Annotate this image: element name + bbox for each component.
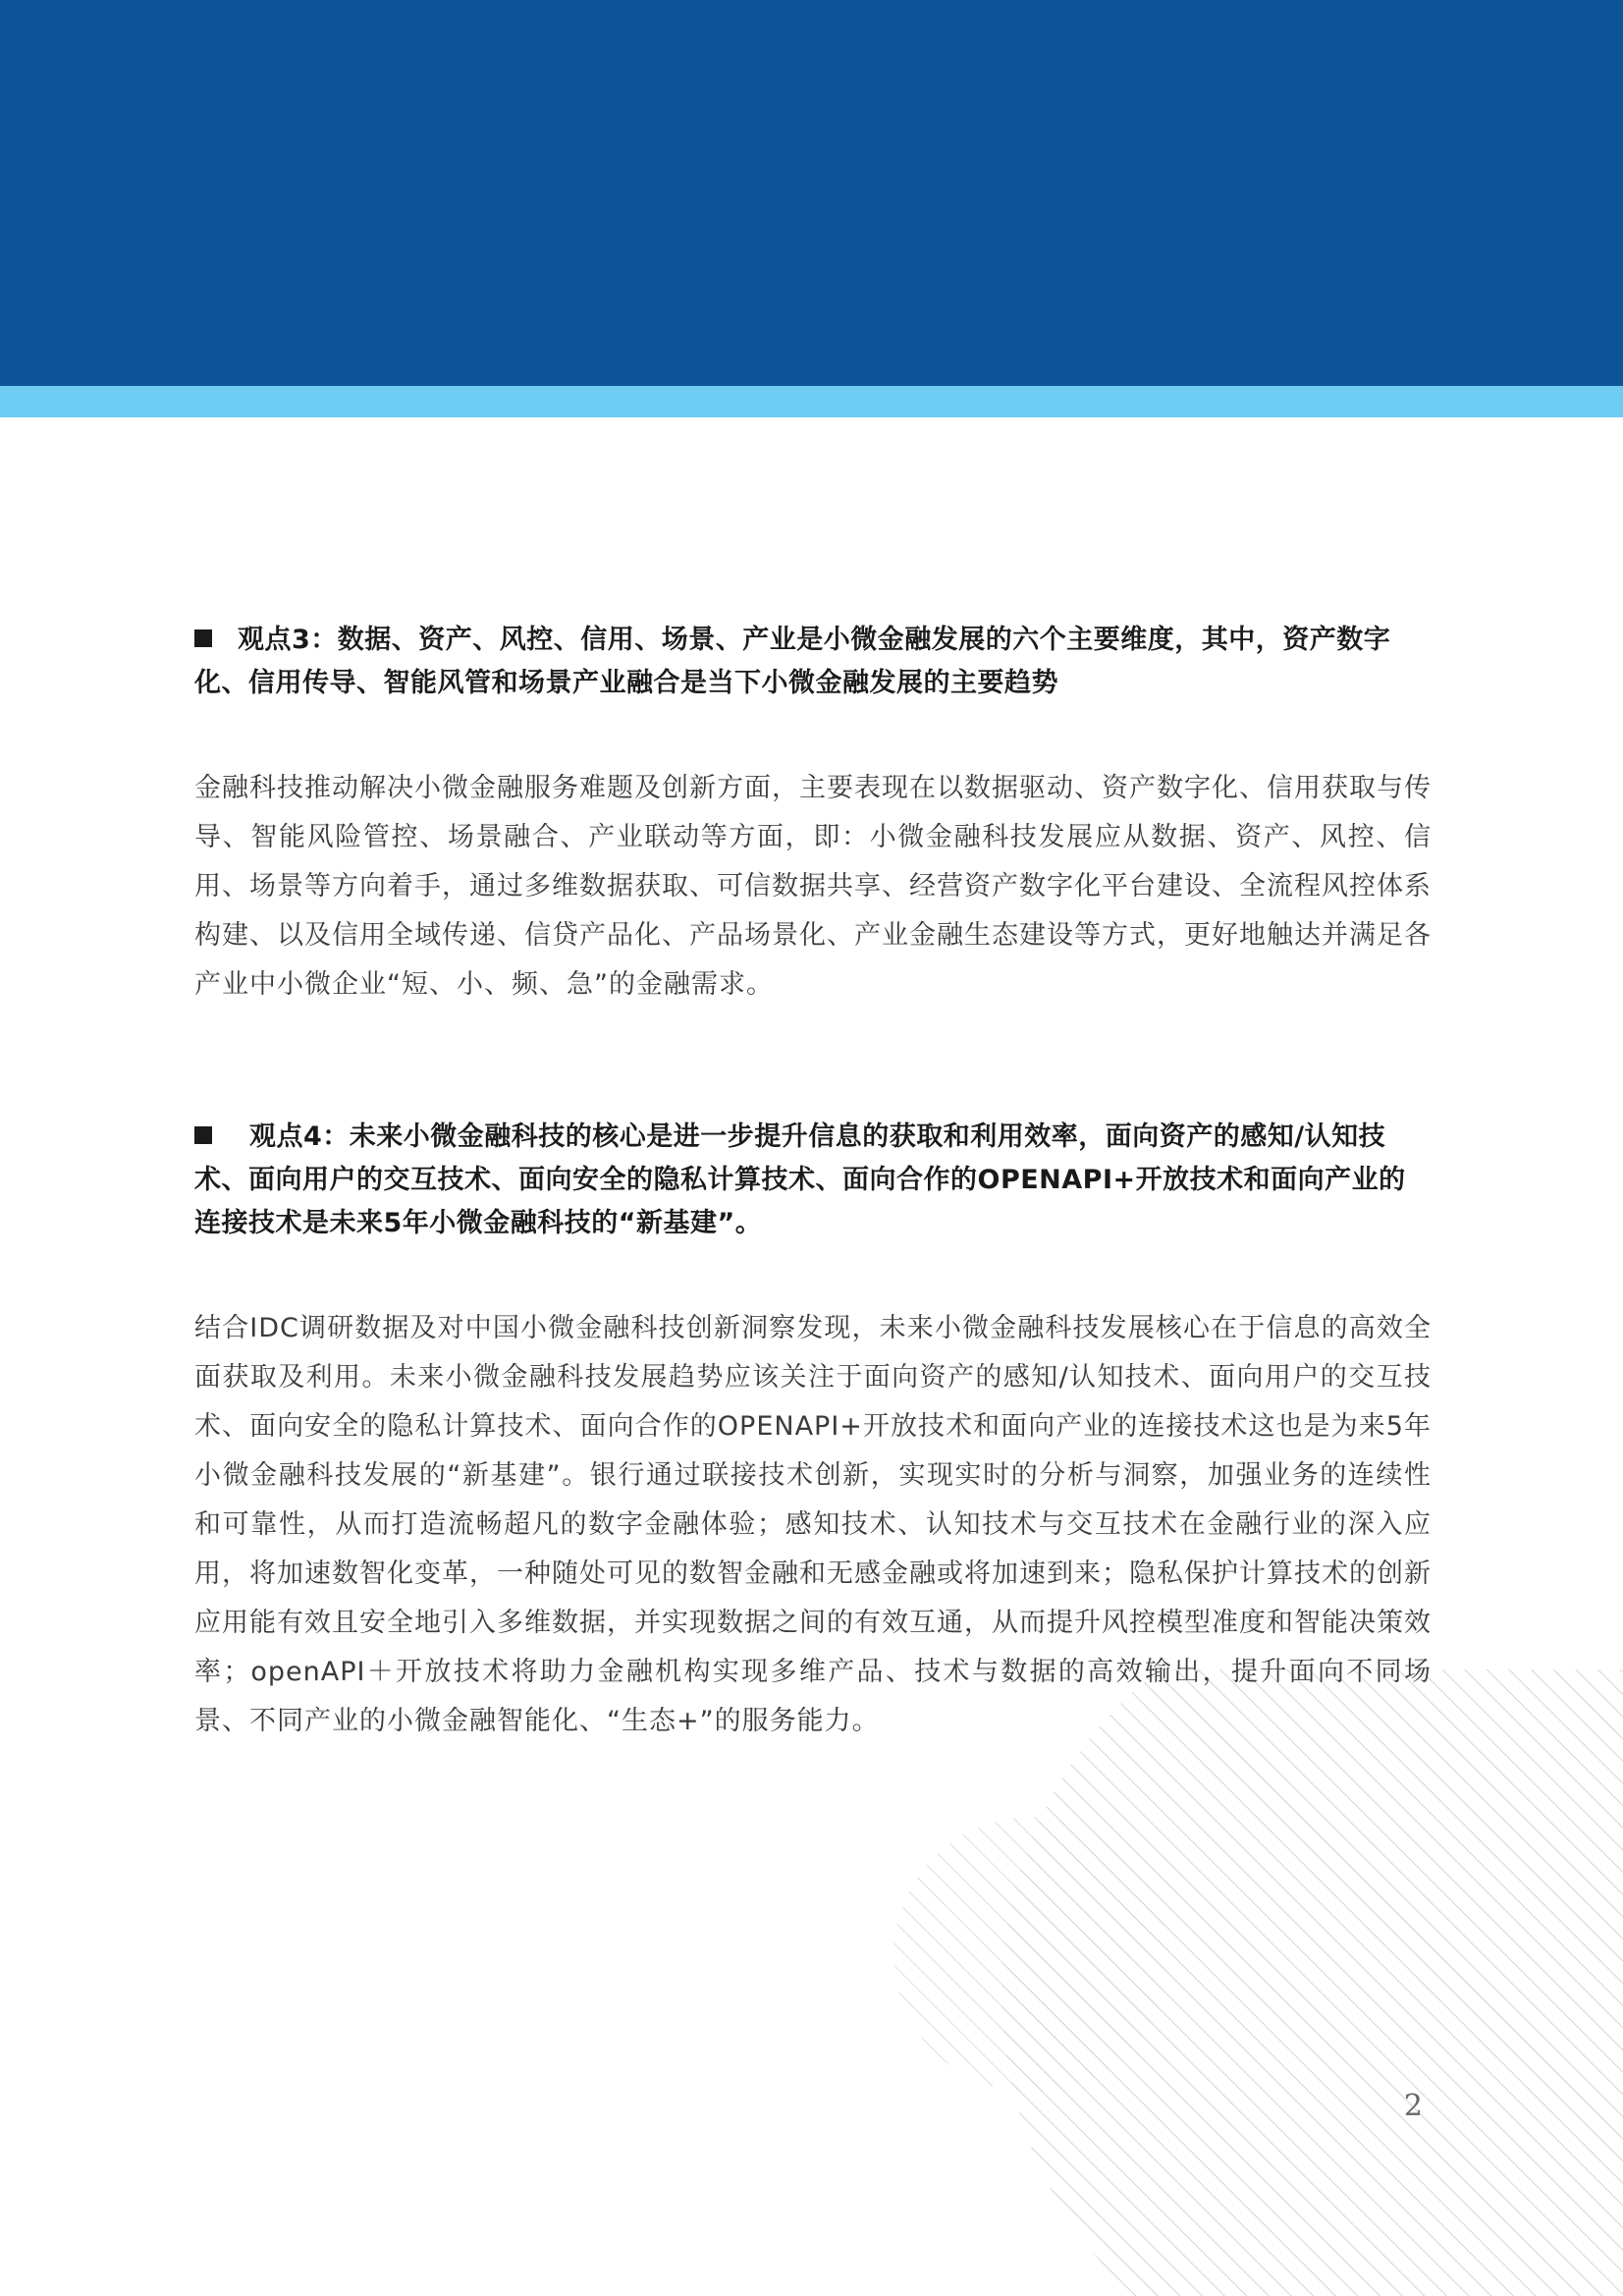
hatched-circle-small: [893, 1817, 1168, 2092]
viewpoint-4-paragraph: 结合IDC调研数据及对中国小微金融科技创新洞察发现，未来小微金融科技发展核心在于信息的高效全面获取及利用。未来小微金融科技发展趋势应该关注于面向资产的感知/认知技术、面向用户的交互技术、面向安全的隐私计算技术、面向合作的OPENAPI+开放技术和面向产业的连接技术这也是为来5年小微金融科技发展的“新基建”。银行通过联接技术创新，实现实时的分析与洞察，加强业务的连续性和可靠性，从而打造流畅超凡的数字金融体验；感知技术、认知技术与交互技术在金融行业的深入应用，将加速数智化变革，一种随处可见的数智金融和无感金融或将加速到来；隐私保护计算技术的创新应用能有效且安全地引入多维数据，并实现数据之间的有效互通，从而提升风控模型准度和智能决策效率；openAPI＋开放技术将助力金融机构实现多维产品、技术与数据的高效输出，提升面向不同场景、不同产业的小微金融智能化、“生态+”的服务能力。: [194, 1313, 1432, 1736]
header-accent-stripe: [0, 386, 1623, 417]
viewpoint-3-heading: [194, 619, 1432, 705]
square-bullet-icon: [194, 629, 212, 647]
decorative-hatched-circles: [864, 1669, 1623, 2296]
header-band: [0, 0, 1623, 386]
viewpoint-4-heading-text: 观点4：未来小微金融科技的核心是进一步提升信息的获取和利用效率，面向资产的感知/认知技术、面向用户的交互技术、面向安全的隐私计算技术、面向合作的OPENAPI+开放技术和面向产业的连接技术是未来5年小微金融科技的“新基建”。: [194, 1121, 1406, 1238]
viewpoint-3-paragraph: 金融科技推动解决小微金融服务难题及创新方面，主要表现在以数据驱动、资产数字化、信用获取与传导、智能风险管控、场景融合、产业联动等方面，即：小微金融科技发展应从数据、资产、风控、信用、场景等方向着手，通过多维数据获取、可信数据共享、经营资产数字化平台建设、全流程风控体系构建、以及信用全域传递、信贷产品化、产品场景化、产业金融生态建设等方式，更好地触达并满足各产业中小微企业“短、小、频、急”的金融需求。: [194, 773, 1432, 1000]
page-number: 2: [1403, 2089, 1423, 2123]
viewpoint-4-heading: [194, 1116, 1432, 1245]
viewpoint-3-heading-text: 观点3：数据、资产、风控、信用、场景、产业是小微金融发展的六个主要维度，其中，资产数字化、信用传导、智能风管和场景产业融合是当下小微金融发展的主要趋势: [194, 625, 1391, 698]
document-body: [194, 619, 1432, 1746]
square-bullet-icon: [194, 1126, 212, 1144]
